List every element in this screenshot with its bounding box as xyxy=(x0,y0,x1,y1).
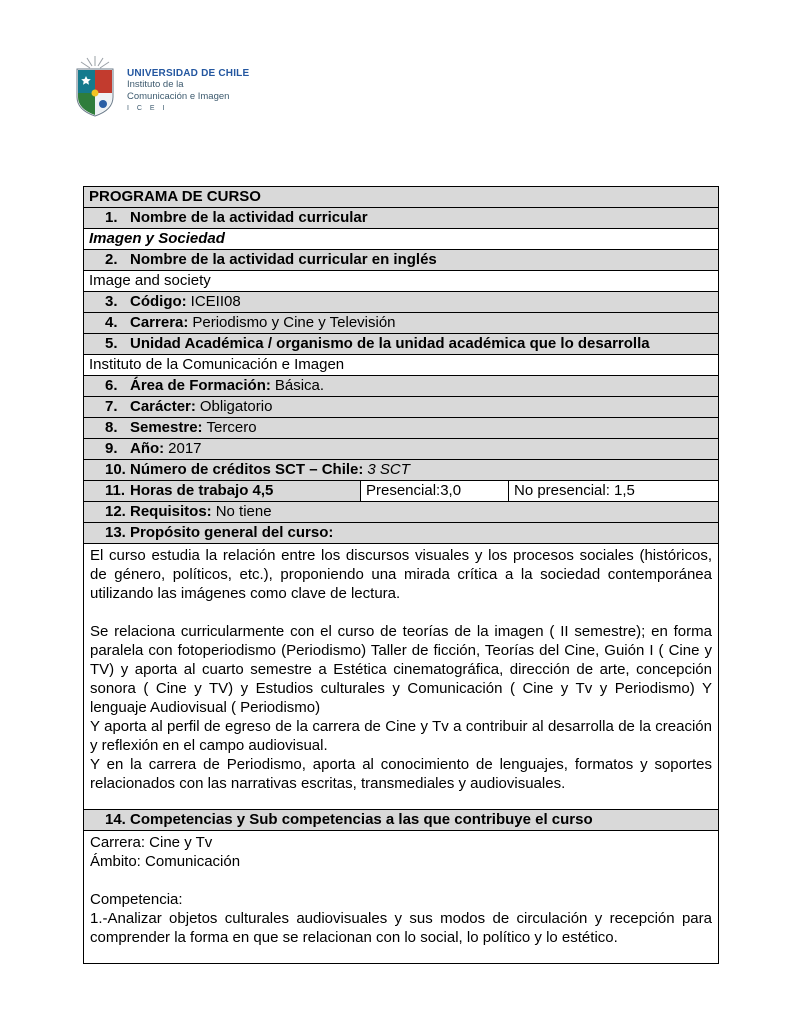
item7-value: Obligatorio xyxy=(199,398,273,415)
table-row-item9 xyxy=(84,439,719,460)
item1-label-cell xyxy=(84,208,719,229)
item3-number: 3. xyxy=(105,293,118,310)
purpose-paragraph-3: Y aporta al perfil de egreso de la carrera de Cine y Tv a contribuir al desarrolla de la creación y reflexión en el campo audiovisual. xyxy=(90,718,712,754)
item5-number: 5. xyxy=(105,335,118,352)
item7-cell xyxy=(84,397,719,418)
item8-number: 8. xyxy=(105,419,118,436)
table-row-item5-label xyxy=(84,334,719,355)
item11-presencial: Presencial:3,0 xyxy=(361,481,509,502)
item3-cell xyxy=(84,292,719,313)
item10-label: Número de créditos SCT – Chile: xyxy=(130,461,364,478)
item11-label: Horas de trabajo 4,5 xyxy=(130,482,274,499)
item1-label: Nombre de la actividad curricular xyxy=(130,209,368,226)
table-row-item10 xyxy=(84,460,719,481)
logo-institute-line2: Comunicación e Imagen xyxy=(127,91,230,103)
item4-label: Carrera: xyxy=(130,314,189,331)
item11-number: 11. xyxy=(105,482,126,499)
item14-label: Competencias y Sub competencias a las que contribuye el curso xyxy=(130,811,593,828)
program-title: PROGRAMA DE CURSO xyxy=(84,187,719,208)
table-row-item14-label xyxy=(84,810,719,831)
item13-number: 13. xyxy=(105,524,126,541)
item6-value: Básica. xyxy=(274,377,325,394)
table-row-item13-body xyxy=(84,544,719,810)
item13-body-cell xyxy=(84,544,719,810)
table-row-item14-body xyxy=(84,831,719,964)
purpose-paragraph-4: Y en la carrera de Periodismo, aporta al conocimiento de lenguajes, formatos y soportes relacionados con las narrativas escritas, transmediales y audiovisuales. xyxy=(90,756,712,792)
item10-value: 3 SCT xyxy=(367,461,410,478)
item13-label: Propósito general del curso: xyxy=(130,524,334,541)
item8-cell xyxy=(84,418,719,439)
table-row-item2-label xyxy=(84,250,719,271)
item8-label: Semestre: xyxy=(130,419,203,436)
item10-number: 10. xyxy=(105,461,126,478)
table-row-item1-value xyxy=(84,229,719,250)
purpose-paragraph-2: Se relaciona curricularmente con el curso de teorías de la imagen ( II semestre); en forma paralela con fotoperiodismo (Periodismo) Taller de ficción, Teorías del Cine, Guión I ( Cine y TV) y aporta al cuarto semestre a Estética cinematográfica, dirección de arte, concepción sonora ( Cine y TV) y Estudios culturales y Comunicación ( Cine y Tv y Periodismo) Y lenguaje Audiovisual ( Periodismo) xyxy=(90,623,712,716)
item14-label-cell xyxy=(84,810,719,831)
item6-cell xyxy=(84,376,719,397)
item12-cell xyxy=(84,502,719,523)
item3-value: ICEII08 xyxy=(190,293,241,310)
table-row-item13-label xyxy=(84,523,719,544)
table-row-item6 xyxy=(84,376,719,397)
table-row-item2-value xyxy=(84,271,719,292)
item6-number: 6. xyxy=(105,377,118,394)
item7-number: 7. xyxy=(105,398,118,415)
table-row-item5-value xyxy=(84,355,719,376)
competencia-text: 1.-Analizar objetos culturales audiovisuales y sus modos de circulación y recepción para comprender la forma en que se relacionan con lo social, lo político y lo estético. xyxy=(90,910,712,946)
item5-label-cell xyxy=(84,334,719,355)
table-row-item12 xyxy=(84,502,719,523)
course-program-table xyxy=(83,186,719,964)
item9-value: 2017 xyxy=(168,440,202,457)
item7-label: Carácter: xyxy=(130,398,196,415)
logo-university-name: UNIVERSIDAD DE CHILE xyxy=(127,68,250,79)
item2-label: Nombre de la actividad curricular en inglés xyxy=(130,251,437,268)
table-row-item1-label xyxy=(84,208,719,229)
item9-number: 9. xyxy=(105,440,118,457)
item12-number: 12. xyxy=(105,503,126,520)
item11-no-presencial: No presencial: 1,5 xyxy=(509,481,719,502)
item11-label-cell xyxy=(84,481,361,502)
item4-number: 4. xyxy=(105,314,118,331)
table-row-item4 xyxy=(84,313,719,334)
item2-value: Image and society xyxy=(84,271,719,292)
item14-number: 14. xyxy=(105,811,126,828)
purpose-paragraph-1: El curso estudia la relación entre los discursos visuales y los procesos sociales (históricos, de género, políticos, etc.), proponiendo una mirada crítica a la sociedad contemporánea utilizando las imágenes como clave de lectura. xyxy=(90,547,712,602)
table-row-item11 xyxy=(84,481,719,502)
item8-value: Tercero xyxy=(206,419,257,436)
item9-label: Año: xyxy=(130,440,165,457)
item14-body-cell xyxy=(84,831,719,964)
item12-label: Requisitos: xyxy=(130,503,212,520)
item5-label: Unidad Académica / organismo de la unidad académica que lo desarrolla xyxy=(130,335,650,352)
item13-label-cell xyxy=(84,523,719,544)
competencia-label: Competencia: xyxy=(90,891,183,908)
item6-label: Área de Formación: xyxy=(130,377,271,394)
competencias-ambito-line: Ámbito: Comunicación xyxy=(90,853,241,870)
logo-institute-line1: Instituto de la xyxy=(127,79,184,90)
logo-text xyxy=(127,56,249,112)
table-row-item8 xyxy=(84,418,719,439)
item4-cell xyxy=(84,313,719,334)
university-logo xyxy=(70,56,249,122)
university-crest-icon xyxy=(70,56,120,122)
competencias-carrera-line: Carrera: Cine y Tv xyxy=(90,834,213,851)
table-row-item3 xyxy=(84,292,719,313)
item1-number: 1. xyxy=(105,209,118,226)
item4-value: Periodismo y Cine y Televisión xyxy=(192,314,396,331)
table-row-item7 xyxy=(84,397,719,418)
item5-value: Instituto de la Comunicación e Imagen xyxy=(84,355,719,376)
item10-cell xyxy=(84,460,719,481)
logo-acronym: I C E I xyxy=(127,104,168,112)
item2-label-cell xyxy=(84,250,719,271)
item3-label: Código: xyxy=(130,293,187,310)
item12-value: No tiene xyxy=(215,503,272,520)
table-row-title xyxy=(84,187,719,208)
item2-number: 2. xyxy=(105,251,118,268)
item1-value: Imagen y Sociedad xyxy=(84,229,719,250)
item9-cell xyxy=(84,439,719,460)
